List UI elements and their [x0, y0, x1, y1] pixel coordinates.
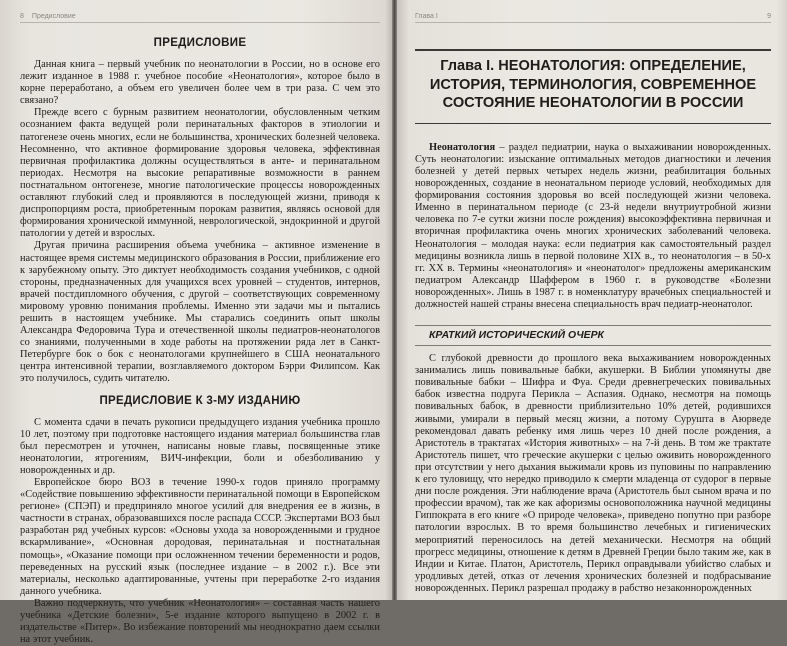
right-page-number: 9: [767, 13, 771, 20]
history-subsection-title: КРАТКИЙ ИСТОРИЧЕСКИЙ ОЧЕРК: [415, 325, 771, 346]
preface3-paragraph: Важно подчеркнуть, что учебник «Неонатология» – составная часть нашего учебника «Детские болезни», 5-е издание которого выпущено в 2002 г. в издательстве «Питер». Во избежание повторений мы неоднократно даем ссылки на этот учебник.: [20, 597, 380, 646]
right-running-head-title: Глава I: [415, 13, 438, 20]
right-page: [397, 0, 787, 600]
preface-body: [20, 59, 380, 386]
preface3-paragraph: Европейское бюро ВОЗ в течение 1990-х годов приняло программу «Содействие повышению эффективности перинатальной помощи в Европейском регионе» (СПЭП) и предприняло многое усилий для внедрения ее в жизнь, в частности в странах, образовавшихся после распада СССР. Экспертами ВОЗ был разработан ряд учебных курсов: «Основы ухода за новорожденными и грудное вскармливание», «Основная дородовая, перинатальная и постнатальная помощь», «Оказание помощи при осложненном течении беременности и родов, переведенных на русский язык (последнее издание – в 2002 г.). Все эти материалы, несколько адаптированные, учтены при переработке 2-го издания данного учебника.: [20, 477, 380, 597]
history-paragraph: С глубокой древности до прошлого века выхаживанием новорожденных занимались лишь повивальные бабки, акушерки. В Библии упомянуты две повивальные бабки – Шифра и Фуа. Среди древнегреческих повивальных бабок известна подруга Перикла – Аспазия. Однако, несмотря на помощь повивальных бабок, в древности приблизительно 10% детей, родившихся живыми, умирали в первый месяц жизни, а потому Сурушта в Аюрведе рекомендовал давать ребенку имя лишь через 10 дней после рождения, а Аристотель в трактатах «История животных» – на 7-й день. В том же трактате Аристотель пишет, что греческие акушерки с целью оживить новорожденного при отсутствии у него дыхания выжимали кровь из пуповины по направлению к его туловищу, что нередко приводило к смерти младенца от судорог в первые дни после рождения. Эти наблюдение врача (Аристотель был сыном врача и по профессии врачом), так же как афоризмы основоположника научной медицины Гиппократа в его книге «О природе человека», приведено попутно при разборе патологии взрослых. В то время большинство лечебных и гигиенических мероприятий переносилось на детей механически. Несмотря на общий прогресс медицины, отношение к детям в Древней Греции было таким же, как в Индии и Китае. Платон, Аристотель, Перикл оправдывали убийство слабых и уродливых детей, отказ от лечения хронических болезней и подбрасывание новорожденных. Перикл разрешал продажу в рабство незаконнорожденных: [415, 353, 771, 594]
preface-paragraph: Данная книга – первый учебник по неонатологии в России, но в основе его лежит изданное в 1988 г. учебное пособие «Неонатология», которое было в корне переработано, а объем его увеличен более чем в три раза. С чем это связано?: [20, 59, 380, 107]
left-running-head: [20, 12, 380, 23]
definition-text: – раздел педиатрии, наука о выхаживании новорожденных. Суть неонатологии: изыскание оптимальных методов диагностики и лечения болезней у детей первых четырех недель жизни, реабилитация больных новорожденных, создание в неонатальном периоде условий, необходимых для формирования состояния здоровья во всей последующей жизни человека. Именно в перинатальном периоде (с 23-й недели внутриутробной жизни человека по 7-е сутки жизни после рождения) высокоэффективна первичная и вторичная профилактика очень многих хронических заболеваний человека. Неонатология – молодая наука: если педиатрия как самостоятельный раздел медицины возникла лишь в первой половине XIX в., то неонатология – в 50-х гг. XX в. Термины «неонатология» и «неонатолог» предложены американским педиатром Александр Шаффером в 1960 г. в руководстве «Болезни новорожденных». Лишь в 1987 г. в номенклатуру врачебных специальностей и должностей нашей страны внесена специальность врач педиатр-неонатолог.: [415, 141, 771, 310]
preface3-paragraph: С момента сдачи в печать рукописи предыдущего издания учебника прошло 10 лет, поэтому при подготовке настоящего издания материал большинства глав был пересмотрен и уточнен, написаны новые главы, посвященные этике неонатологии, ятрогениям, ВИЧ-инфекции, боли и обезболиванию у новорожденных и др.: [20, 416, 380, 476]
definition-term: Неонатология: [429, 141, 496, 153]
left-running-head-title: Предисловие: [31, 13, 76, 20]
preface-3rd-edition-body: [20, 417, 380, 646]
left-page: [0, 0, 392, 646]
chapter-heading: [415, 49, 771, 124]
chapter-title: Глава I. НЕОНАТОЛОГИЯ: ОПРЕДЕЛЕНИЕ, ИСТОРИЯ, ТЕРМИНОЛОГИЯ, СОВРЕМЕННОЕ СОСТОЯНИЕ НЕОНАТОЛОГИИ В РОССИИ: [429, 58, 757, 112]
preface-title: ПРЕДИСЛОВИЕ: [153, 37, 247, 49]
definition-paragraph: [415, 142, 771, 311]
left-page-number: 8: [20, 13, 24, 20]
right-running-head: [415, 12, 771, 23]
preface-paragraph: Другая причина расширения объема учебника – активное изменение в настоящее время системы медицинского образования в России, приближение его к зарубежному опыту. Это диктует необходимость создания учебников, с одной стороны, предназначенных для учащихся всех уровней – студентов, интернов, врачей постдипломного обучения, с другой – соответствующих современному мировому уровню понимания проблемы. Именно эти задачи мы и пытались решить в настоящем учебнике. Мы старались соединить опыт школы Александра Федоровича Тура и отечественной школы педиатров-неонатологов со знаниями, полученными в ходе работы на протяжении ряда лет в Санкт-Петербурге бок о бок с неонатологами крупнейшего в США неонатального центра интенсивной терапии, возглавляемого доктором Бэрри Филипсом. Как это получилось, судить читателю.: [20, 240, 380, 385]
preface-3rd-edition-title: ПРЕДИСЛОВИЕ К 3-МУ ИЗДАНИЮ: [99, 394, 301, 407]
preface-paragraph: Прежде всего с бурным развитием неонатологии, обусловленным четким осознанием факта ведущей роли перинатальных факторов в этиологии и патогенезе очень многих, если не большинства, хронических болезней человека. Несомненно, что активное формирование здоровья человека, эффективная первичная профилактика должны осуществляться в анте- и перинатальном периодах. Несмотря на высокие репаративные возможности в раннем постнатальном онтогенезе, многие патологические процессы новорожденных оставляют глубокий след и проявляются в последующей жизни, приводя к диспропорциям роста, приобретенным порокам развития, являясь основой для формирования хронической иммунной, неврологической, эндокринной и другой патологии у детей и взрослых.: [20, 107, 380, 240]
